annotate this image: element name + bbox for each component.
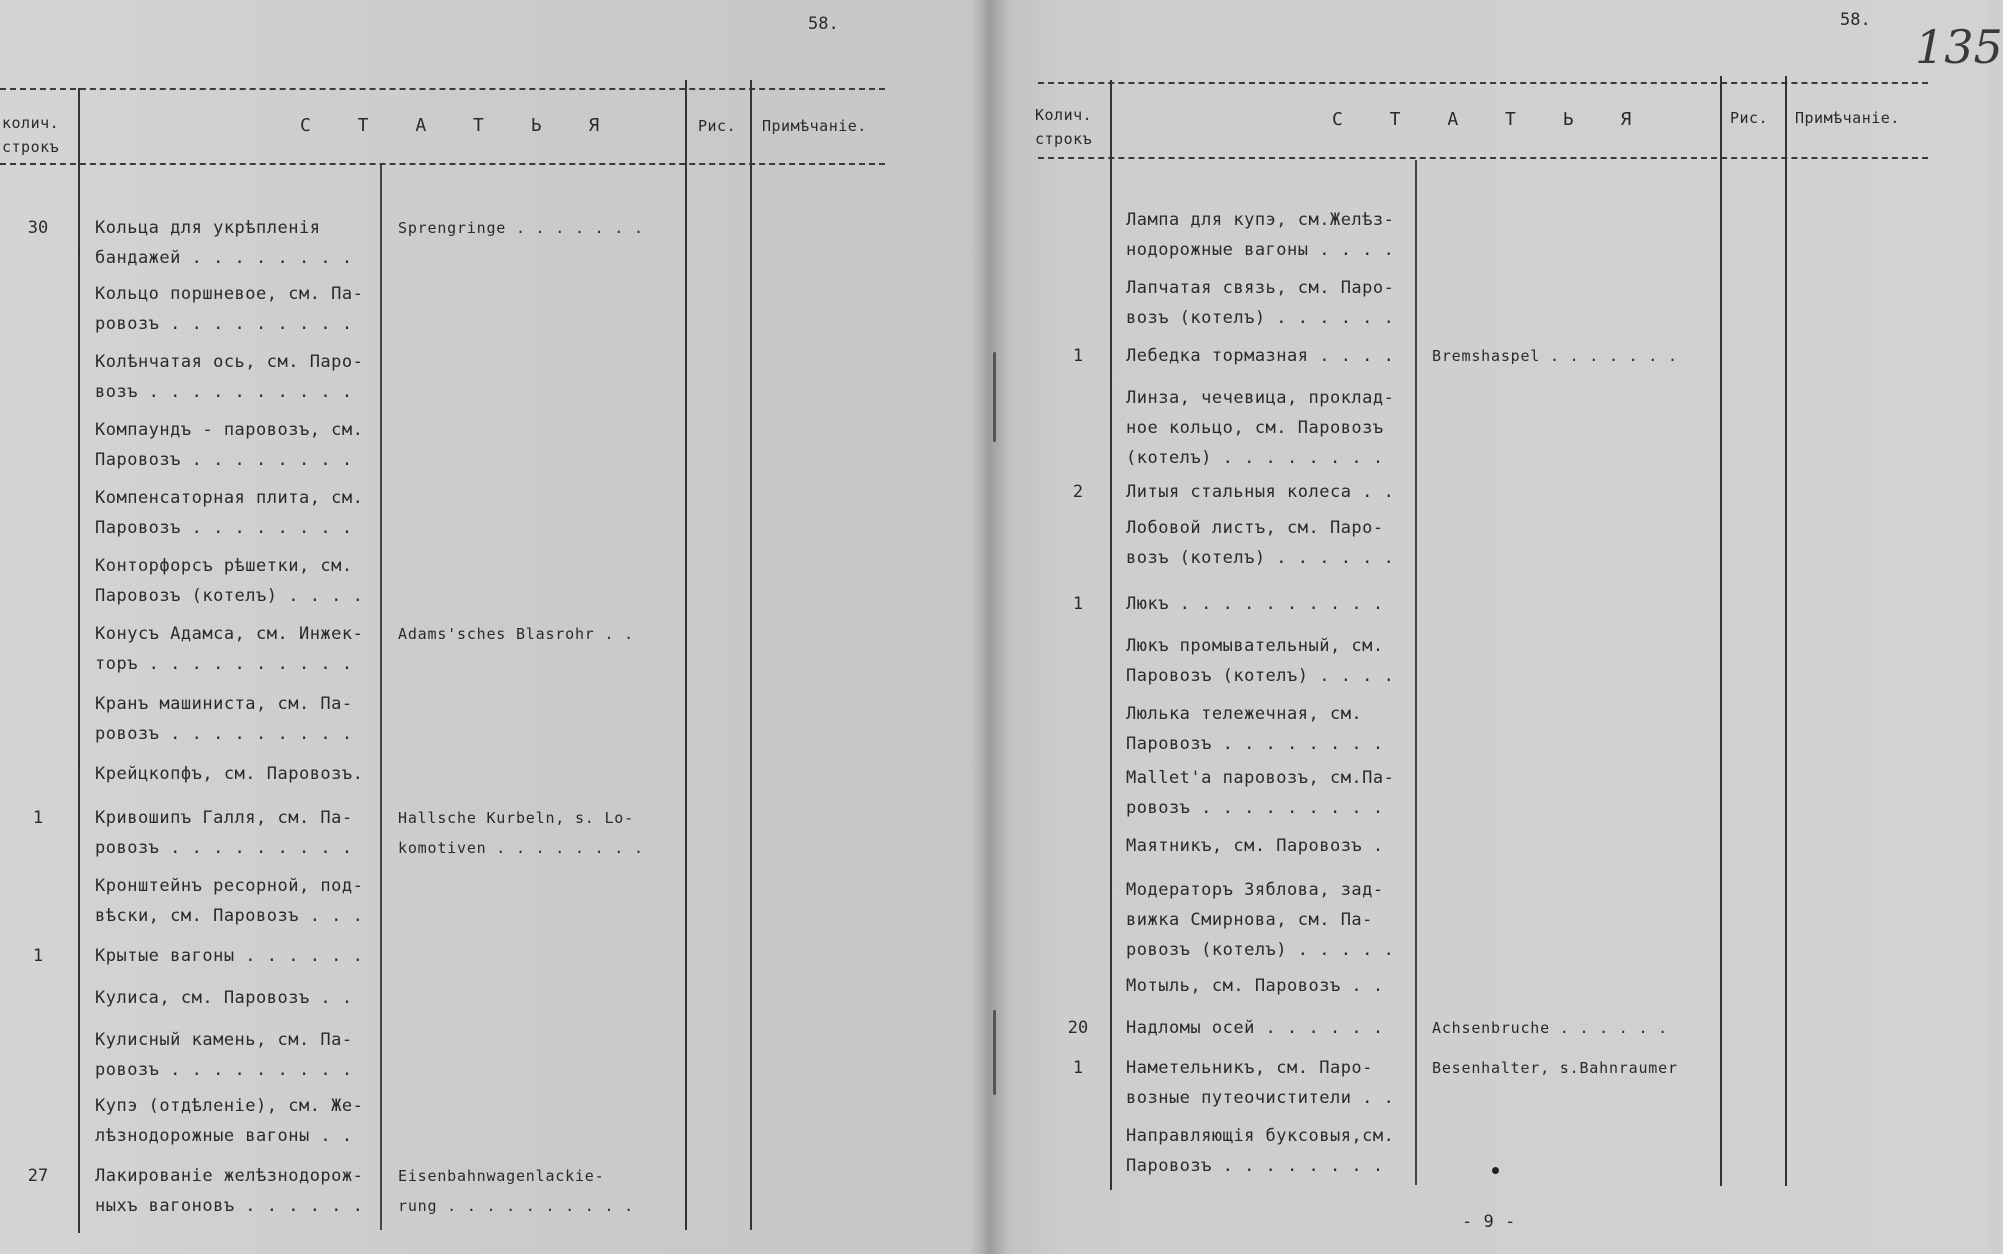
- entry-text: ное кольцо, см. Паровозъ: [1126, 418, 1384, 438]
- entry-text: Кривошипъ Галля, см. Па-: [95, 808, 353, 828]
- entry-text: ровозъ . . . . . . . . .: [95, 724, 353, 744]
- entry-text: Кулисный камень, см. Па-: [95, 1030, 353, 1050]
- row-count: 1: [32, 808, 44, 828]
- right-count-divider: [1110, 80, 1112, 1190]
- entry-text: возъ . . . . . . . . . .: [95, 382, 353, 402]
- row-count: 27: [27, 1166, 49, 1186]
- entry-text: Мотыль, см. Паровозъ . .: [1126, 976, 1384, 996]
- entry-text: Колѣнчатая ось, см. Паро-: [95, 352, 364, 372]
- entry-text: Наметельникъ, см. Паро-: [1126, 1058, 1373, 1078]
- entry-text: вижка Смирнова, см. Па-: [1126, 910, 1373, 930]
- left-header-bottom-rule: [0, 163, 885, 165]
- entry-text: Лебедка тормазная . . . .: [1126, 346, 1395, 366]
- entry-text: Паровозъ (котелъ) . . . .: [1126, 666, 1395, 686]
- row-count: 1: [32, 946, 44, 966]
- row-count: 30: [27, 218, 49, 238]
- left-header-note: Примѣчаніе.: [762, 117, 867, 135]
- entry-text: Паровозъ . . . . . . . .: [95, 518, 353, 538]
- entry-text: Модераторъ Зяблова, зад-: [1126, 880, 1384, 900]
- entry-text: ровозъ (котелъ) . . . . .: [1126, 940, 1395, 960]
- right-fig-divider: [1720, 76, 1722, 1186]
- right-header-fig: Рис.: [1730, 109, 1769, 127]
- left-fig-divider: [685, 80, 687, 1230]
- entry-text: Люкъ . . . . . . . . . .: [1126, 594, 1384, 614]
- entry-text: Крытые вагоны . . . . . .: [95, 946, 364, 966]
- left-header-fig: Рис.: [698, 117, 737, 135]
- entry-text: Купэ (отдѣленіе), см. Же-: [95, 1096, 364, 1116]
- right-note-divider: [1785, 76, 1787, 1186]
- entry-text: возъ (котелъ) . . . . . .: [1126, 308, 1395, 328]
- entry-text: Кулиса, см. Паровозъ . .: [95, 988, 353, 1008]
- left-header-article: С Т А Т Ь Я: [300, 115, 618, 136]
- entry-text: нодорожные вагоны . . . .: [1126, 240, 1395, 260]
- entry-text: Компенсаторная плита, см.: [95, 488, 364, 508]
- entry-text: Кранъ машиниста, см. Па-: [95, 694, 353, 714]
- entry-text: возъ (котелъ) . . . . . .: [1126, 548, 1395, 568]
- row-count: 20: [1067, 1018, 1089, 1038]
- binding-stitch: [993, 1010, 996, 1095]
- right-header-top-rule: [1038, 82, 1928, 84]
- entry-text: вѣски, см. Паровозъ . . .: [95, 906, 364, 926]
- row-count: 1: [1072, 1058, 1084, 1078]
- entry-text: торъ . . . . . . . . . .: [95, 654, 353, 674]
- entry-text: Паровозъ . . . . . . . .: [95, 450, 353, 470]
- german-term: Hallsche Kurbeln, s. Lo-: [398, 809, 634, 827]
- german-term: Sprengringe . . . . . . .: [398, 219, 644, 237]
- german-term: Besenhalter, s.Bahnraumer: [1432, 1059, 1678, 1077]
- entry-text: Конусъ Адамса, см. Инжек-: [95, 624, 364, 644]
- row-count: 2: [1072, 482, 1084, 502]
- entry-text: Направляющія буксовыя,см.: [1126, 1126, 1395, 1146]
- entry-text: Лапчатая связь, см. Паро-: [1126, 278, 1395, 298]
- entry-text: Люкъ промывательный, см.: [1126, 636, 1384, 656]
- left-note-divider: [750, 80, 752, 1230]
- entry-text: ровозъ . . . . . . . . .: [1126, 798, 1384, 818]
- entry-text: Люлька тележечная, см.: [1126, 704, 1363, 724]
- left-header-top-rule: [0, 88, 885, 90]
- entry-text: Лакированіе желѣзнодорож-: [95, 1166, 364, 1186]
- german-term: Achsenbruche . . . . . .: [1432, 1019, 1668, 1037]
- entry-text: возные путеочистители . .: [1126, 1088, 1395, 1108]
- left-header-count: колич. строкъ: [2, 114, 60, 156]
- entry-text: Кольцо поршневое, см. Па-: [95, 284, 364, 304]
- left-page-number: 58.: [808, 14, 839, 34]
- right-page-number: 58.: [1840, 10, 1871, 30]
- inventory-mark: 135: [1915, 20, 2003, 74]
- german-term: Bremshaspel . . . . . . .: [1432, 347, 1678, 365]
- right-german-divider: [1415, 160, 1417, 1185]
- entry-text: Маятникъ, см. Паровозъ .: [1126, 836, 1384, 856]
- entry-text: Крейцкопфъ, см. Паровозъ.: [95, 764, 364, 784]
- right-header-count: Колич. строкъ: [1035, 106, 1093, 148]
- entry-text: Кронштейнъ ресорной, под-: [95, 876, 364, 896]
- entry-text: Паровозъ . . . . . . . .: [1126, 734, 1384, 754]
- entry-text: Лобовой листъ, см. Паро-: [1126, 518, 1384, 538]
- entry-text: Лампа для купэ, см.Желѣз-: [1126, 210, 1395, 230]
- entry-text: Конторфорсъ рѣшетки, см.: [95, 556, 353, 576]
- page-footer: - 9 -: [1462, 1212, 1516, 1232]
- entry-text: Mallet'а паровозъ, см.Па-: [1126, 768, 1395, 788]
- binding-stitch: [993, 352, 996, 442]
- entry-text: Паровозъ . . . . . . . .: [1126, 1156, 1384, 1176]
- right-header-note: Примѣчаніе.: [1795, 109, 1900, 127]
- german-term: Adams'sches Blasrohr . .: [398, 625, 634, 643]
- entry-text: Компаундъ - паровозъ, см.: [95, 420, 364, 440]
- german-term: Eisenbahnwagenlackie-: [398, 1167, 605, 1185]
- row-count: 1: [1072, 346, 1084, 366]
- left-count-divider: [78, 88, 80, 1233]
- german-term: rung . . . . . . . . . .: [398, 1197, 634, 1215]
- entry-text: ныхъ вагоновъ . . . . . .: [95, 1196, 364, 1216]
- entry-text: лѣзнодорожные вагоны . .: [95, 1126, 353, 1146]
- entry-text: Надломы осей . . . . . .: [1126, 1018, 1384, 1038]
- ink-dot: [1492, 1167, 1499, 1174]
- entry-text: (котелъ) . . . . . . . .: [1126, 448, 1384, 468]
- entry-text: Кольца для укрѣпленія: [95, 218, 321, 238]
- entry-text: ровозъ . . . . . . . . .: [95, 314, 353, 334]
- entry-text: ровозъ . . . . . . . . .: [95, 1060, 353, 1080]
- german-term: komotiven . . . . . . . .: [398, 839, 644, 857]
- row-count: 1: [1072, 594, 1084, 614]
- entry-text: ровозъ . . . . . . . . .: [95, 838, 353, 858]
- book-gutter: [970, 0, 1010, 1254]
- right-header-article: С Т А Т Ь Я: [1332, 109, 1650, 130]
- left-german-divider: [380, 165, 382, 1230]
- entry-text: Паровозъ (котелъ) . . . .: [95, 586, 364, 606]
- entry-text: бандажей . . . . . . . .: [95, 248, 353, 268]
- right-header-bottom-rule: [1038, 157, 1928, 159]
- entry-text: Литыя стальныя колеса . .: [1126, 482, 1395, 502]
- entry-text: Линза, чечевица, проклад-: [1126, 388, 1395, 408]
